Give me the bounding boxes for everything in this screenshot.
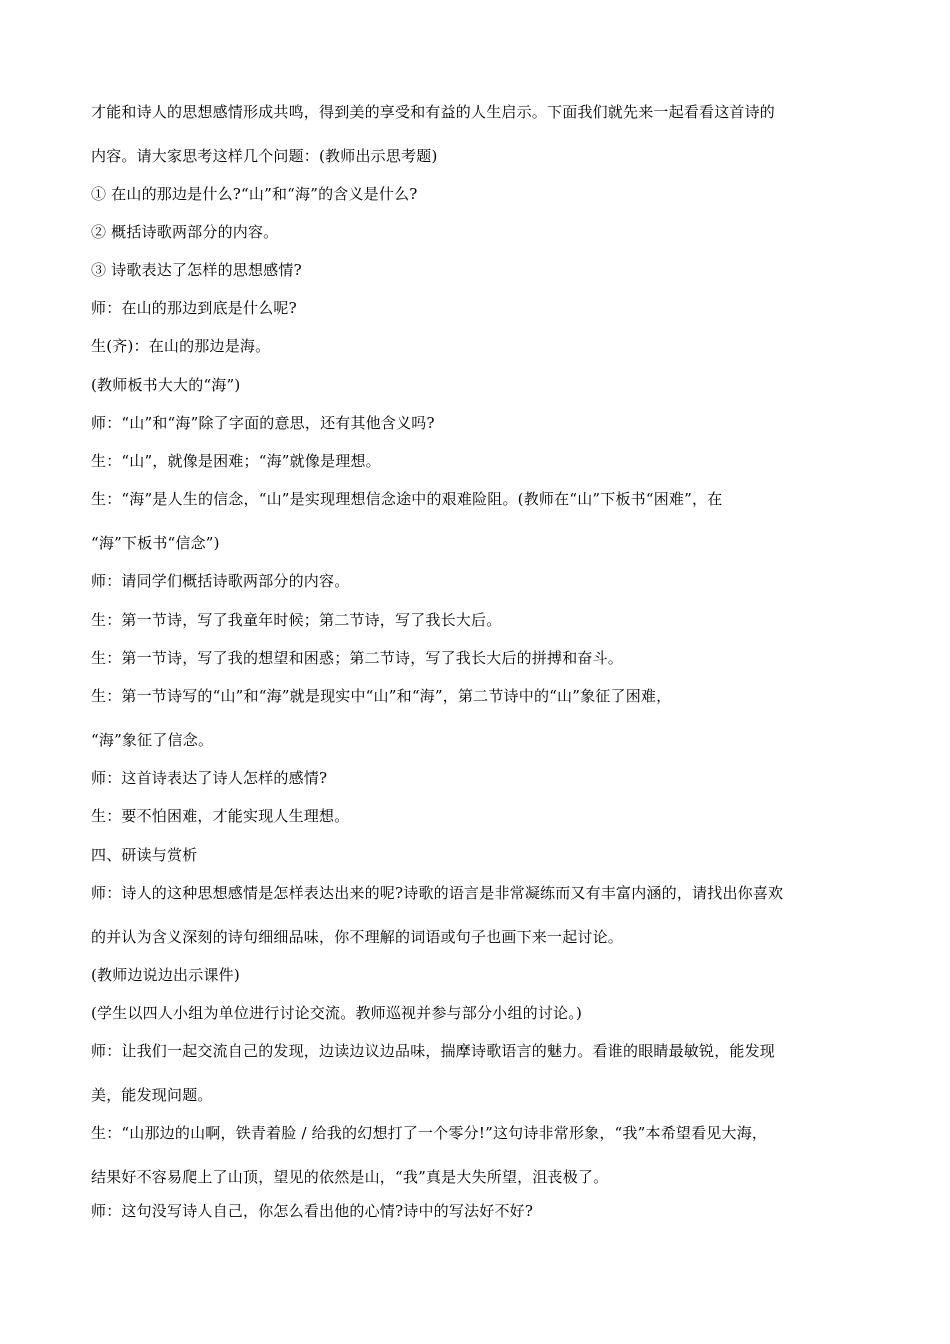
- text-line: 生：“海”是人生的信念，“山”是实现理想信念途中的艰难险阻。(教师在“山”下板书“困难”，在: [91, 490, 723, 508]
- text-line: 师：请同学们概括诗歌两部分的内容。: [91, 572, 350, 590]
- text-line: 生：要不怕困难，才能实现人生理想。: [91, 807, 350, 825]
- text-line: 的并认为含义深刻的诗句细细品味，你不理解的词语或句子也画下来一起讨论。: [91, 928, 624, 946]
- text-line: 生：第一节诗，写了我童年时候；第二节诗，写了我长大后。: [91, 611, 502, 629]
- text-line: 内容。请大家思考这样几个问题：(教师出示思考题): [91, 147, 438, 165]
- text-line: ③ 诗歌表达了怎样的思想感情?: [91, 261, 302, 279]
- text-line: 生：第一节诗，写了我的想望和困惑；第二节诗，写了我长大后的拼搏和奋斗。: [91, 649, 624, 667]
- text-line: 才能和诗人的思想感情形成共鸣，得到美的享受和有益的人生启示。下面我们就先来一起看看这首诗的: [91, 103, 776, 121]
- text-line: 师：这首诗表达了诗人怎样的感情?: [91, 769, 328, 787]
- text-line: 师：这句没写诗人自己，你怎么看出他的心情?诗中的写法好不好?: [91, 1202, 534, 1220]
- text-line: ② 概括诗歌两部分的内容。: [91, 223, 279, 241]
- text-line: 师：在山的那边到底是什么呢?: [91, 299, 297, 317]
- text-line: 生：第一节诗写的“山”和“海”就是现实中“山”和“海”，第二节诗中的“山”象征了困难，: [91, 687, 672, 705]
- text-line: 生(齐)：在山的那边是海。: [91, 337, 271, 355]
- text-line: 生：“山那边的山啊，铁青着脸 / 给我的幻想打了一个零分!”这句诗非常形象，“我”本希望看见大海，: [91, 1124, 768, 1142]
- text-line: “海”下板书“信念”): [91, 534, 220, 552]
- text-line: 结果好不容易爬上了山顶，望见的依然是山，“我”真是大失所望，沮丧极了。: [91, 1168, 609, 1186]
- text-line: ① 在山的那边是什么?“山”和“海”的含义是什么?: [91, 185, 418, 203]
- text-line: 师：“山”和“海”除了字面的意思，还有其他含义吗?: [91, 414, 435, 432]
- text-line: 师：诗人的这种思想感情是怎样表达出来的呢?诗歌的语言是非常凝练而又有丰富内涵的，请找出你喜欢: [91, 884, 784, 902]
- text-line: (学生以四人小组为单位进行讨论交流。教师巡视并参与部分小组的讨论。): [91, 1004, 583, 1022]
- text-line: 师：让我们一起交流自己的发现，边读边议边品味，揣摩诗歌语言的魅力。看谁的眼睛最敏锐，能发现: [91, 1042, 776, 1060]
- text-line: (教师板书大大的“海”): [91, 376, 241, 394]
- text-line: 美，能发现问题。: [91, 1086, 213, 1104]
- section-heading: 四、研读与赏析: [91, 846, 198, 864]
- text-line: “海”象征了信念。: [91, 731, 214, 749]
- text-line: (教师边说边出示课件): [91, 966, 240, 984]
- text-line: 生：“山”，就像是困难；“海”就像是理想。: [91, 452, 381, 470]
